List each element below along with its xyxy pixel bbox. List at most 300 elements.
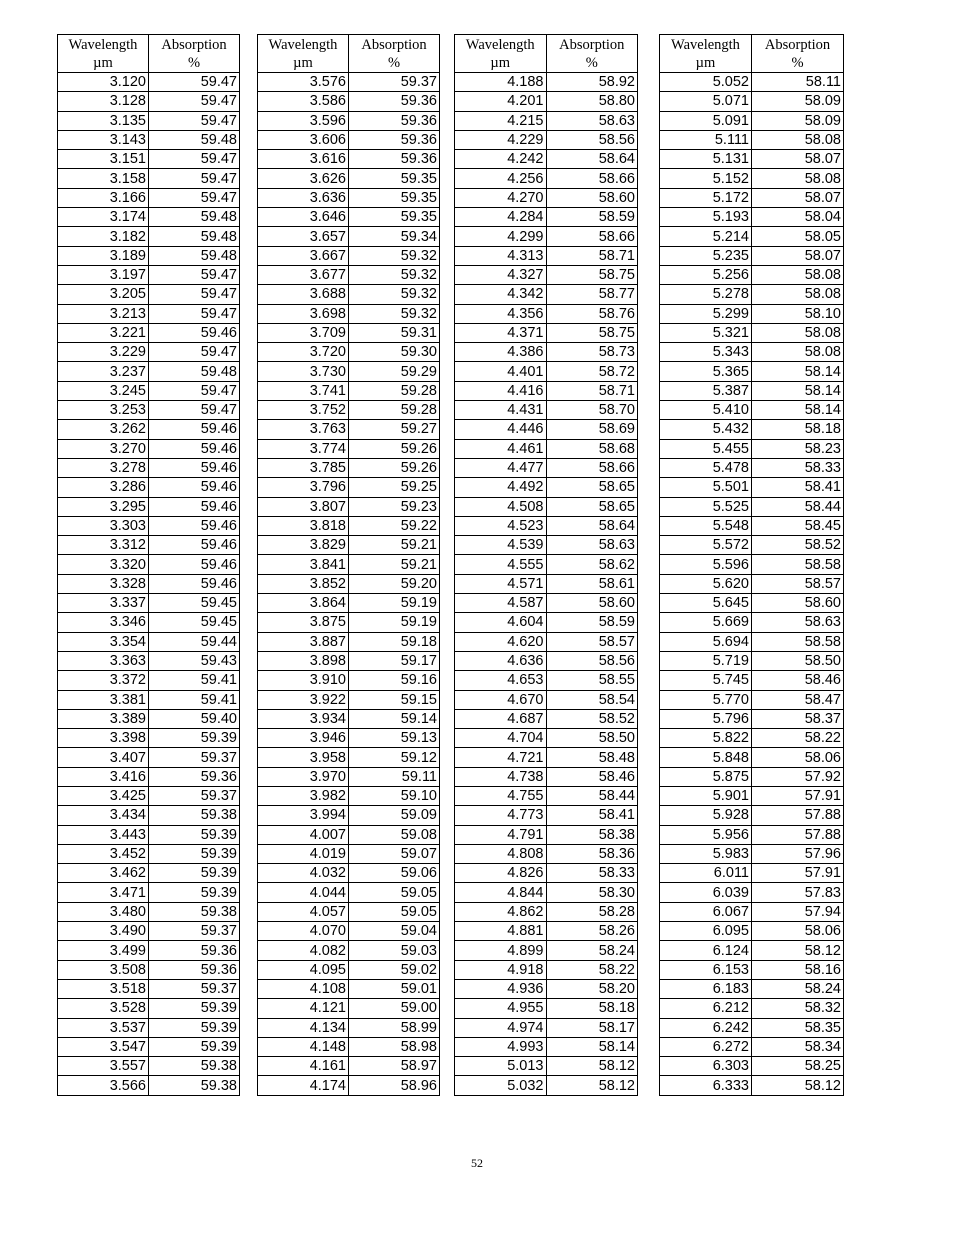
table-row <box>660 208 844 227</box>
table-row <box>258 671 440 690</box>
absorption-cell: 59.01 <box>349 979 440 998</box>
wavelength-cell: 3.586 <box>258 92 349 111</box>
wavelength-cell: 3.490 <box>58 922 149 941</box>
wavelength-cell: 4.386 <box>455 343 547 362</box>
wavelength-cell: 5.432 <box>660 420 752 439</box>
absorption-cell: 59.19 <box>349 613 440 632</box>
table-row <box>258 864 440 883</box>
absorption-cell: 59.36 <box>349 130 440 149</box>
wavelength-cell: 6.303 <box>660 1057 752 1076</box>
absorption-cell: 59.14 <box>349 709 440 728</box>
absorption-cell: 58.56 <box>546 651 638 670</box>
absorption-cell: 58.66 <box>546 169 638 188</box>
table-row <box>455 613 638 632</box>
table-row <box>455 458 638 477</box>
wavelength-cell: 3.864 <box>258 594 349 613</box>
absorption-cell: 58.18 <box>546 999 638 1018</box>
wavelength-cell: 4.862 <box>455 902 547 921</box>
absorption-cell: 58.77 <box>546 285 638 304</box>
wavelength-cell: 3.606 <box>258 130 349 149</box>
wavelength-cell: 3.346 <box>58 613 149 632</box>
table-row <box>455 1037 638 1056</box>
table-row <box>58 671 240 690</box>
table-row <box>258 381 440 400</box>
table-row <box>258 767 440 786</box>
absorption-cell: 59.19 <box>349 594 440 613</box>
table-row <box>58 844 240 863</box>
table-row <box>455 844 638 863</box>
table-row <box>58 922 240 941</box>
absorption-cell: 58.26 <box>546 922 638 941</box>
wavelength-cell: 3.730 <box>258 362 349 381</box>
table-row <box>455 979 638 998</box>
wavelength-cell: 4.636 <box>455 651 547 670</box>
table-row <box>58 1037 240 1056</box>
wavelength-cell: 5.387 <box>660 381 752 400</box>
wavelength-cell: 5.928 <box>660 806 752 825</box>
wavelength-cell: 3.636 <box>258 188 349 207</box>
table-row <box>58 902 240 921</box>
absorption-cell: 59.45 <box>149 613 240 632</box>
absorption-cell: 57.94 <box>752 902 844 921</box>
absorption-cell: 59.37 <box>149 922 240 941</box>
wavelength-cell: 5.052 <box>660 73 752 92</box>
absorption-cell: 58.41 <box>752 478 844 497</box>
absorption-cell: 59.47 <box>149 73 240 92</box>
table-row <box>58 555 240 574</box>
table-row <box>258 786 440 805</box>
absorption-cell: 58.16 <box>752 960 844 979</box>
table-row <box>455 478 638 497</box>
absorption-cell: 58.09 <box>752 92 844 111</box>
wavelength-cell: 5.525 <box>660 497 752 516</box>
table-row <box>58 767 240 786</box>
table-row <box>258 401 440 420</box>
wavelength-cell: 6.242 <box>660 1018 752 1037</box>
wavelength-cell: 4.738 <box>455 767 547 786</box>
absorption-cell: 57.91 <box>752 864 844 883</box>
absorption-cell: 59.39 <box>149 999 240 1018</box>
absorption-cell: 59.46 <box>149 555 240 574</box>
absorption-header-unit: % <box>585 54 598 71</box>
absorption-cell: 59.47 <box>149 304 240 323</box>
table-row <box>258 709 440 728</box>
wavelength-cell: 4.620 <box>455 632 547 651</box>
wavelength-header <box>58 35 149 73</box>
absorption-cell: 59.37 <box>149 979 240 998</box>
absorption-cell: 58.14 <box>752 362 844 381</box>
wavelength-cell: 4.721 <box>455 748 547 767</box>
wavelength-cell: 4.955 <box>455 999 547 1018</box>
absorption-cell: 58.59 <box>546 208 638 227</box>
table-row <box>660 150 844 169</box>
wavelength-cell: 3.677 <box>258 265 349 284</box>
wavelength-cell: 4.446 <box>455 420 547 439</box>
absorption-cell: 59.38 <box>149 1076 240 1095</box>
table-row <box>258 536 440 555</box>
table-row <box>58 401 240 420</box>
absorption-cell: 59.46 <box>149 516 240 535</box>
table-row <box>455 246 638 265</box>
table-row <box>455 536 638 555</box>
absorption-cell: 58.45 <box>752 516 844 535</box>
table-row <box>455 323 638 342</box>
table-row <box>660 825 844 844</box>
wavelength-cell: 5.694 <box>660 632 752 651</box>
table-row <box>258 497 440 516</box>
absorption-cell: 59.47 <box>149 188 240 207</box>
wavelength-cell: 4.704 <box>455 729 547 748</box>
table-row <box>58 729 240 748</box>
table-row <box>660 574 844 593</box>
table-row <box>660 381 844 400</box>
absorption-cell: 58.76 <box>546 304 638 323</box>
table-row <box>660 536 844 555</box>
table-row <box>258 227 440 246</box>
wavelength-cell: 4.148 <box>258 1037 349 1056</box>
table-row <box>58 246 240 265</box>
table-row <box>258 439 440 458</box>
absorption-cell: 58.12 <box>752 1076 844 1095</box>
wavelength-cell: 4.670 <box>455 690 547 709</box>
wavelength-cell: 4.242 <box>455 150 547 169</box>
table-row <box>58 497 240 516</box>
wavelength-cell: 4.508 <box>455 497 547 516</box>
wavelength-header <box>455 35 547 73</box>
absorption-cell: 58.63 <box>752 613 844 632</box>
absorption-cell: 59.07 <box>349 844 440 863</box>
absorption-cell: 58.69 <box>546 420 638 439</box>
wavelength-cell: 4.284 <box>455 208 547 227</box>
absorption-header-label: Absorption <box>361 36 427 53</box>
wavelength-cell: 4.974 <box>455 1018 547 1037</box>
absorption-cell: 59.46 <box>149 323 240 342</box>
table-row <box>660 343 844 362</box>
wavelength-cell: 3.994 <box>258 806 349 825</box>
wavelength-cell: 4.371 <box>455 323 547 342</box>
absorption-cell: 59.38 <box>149 806 240 825</box>
table-row <box>58 516 240 535</box>
wavelength-cell: 3.363 <box>58 651 149 670</box>
wavelength-cell: 4.791 <box>455 825 547 844</box>
wavelength-cell: 5.796 <box>660 709 752 728</box>
absorption-cell: 59.43 <box>149 651 240 670</box>
absorption-header-unit: % <box>791 54 804 71</box>
absorption-cell: 58.38 <box>546 825 638 844</box>
wavelength-cell: 3.278 <box>58 458 149 477</box>
wavelength-cell: 3.763 <box>258 420 349 439</box>
table-row <box>660 960 844 979</box>
wavelength-cell: 4.188 <box>455 73 547 92</box>
wavelength-cell: 3.120 <box>58 73 149 92</box>
wavelength-cell: 3.537 <box>58 1018 149 1037</box>
table-row <box>455 594 638 613</box>
table-row <box>58 285 240 304</box>
absorption-cell: 57.88 <box>752 806 844 825</box>
wavelength-cell: 3.354 <box>58 632 149 651</box>
absorption-cell: 58.73 <box>546 343 638 362</box>
absorption-cell: 59.46 <box>149 536 240 555</box>
absorption-cell: 59.45 <box>149 594 240 613</box>
absorption-cell: 59.39 <box>149 729 240 748</box>
wavelength-cell: 5.214 <box>660 227 752 246</box>
wavelength-cell: 3.135 <box>58 111 149 130</box>
table-row <box>455 150 638 169</box>
absorption-cell: 59.38 <box>149 902 240 921</box>
absorption-cell: 58.08 <box>752 343 844 362</box>
table-row <box>660 729 844 748</box>
absorption-cell: 58.57 <box>752 574 844 593</box>
absorption-cell: 58.65 <box>546 478 638 497</box>
absorption-cell: 58.46 <box>752 671 844 690</box>
wavelength-cell: 4.095 <box>258 960 349 979</box>
wavelength-cell: 5.071 <box>660 92 752 111</box>
table-row <box>258 130 440 149</box>
wavelength-cell: 3.205 <box>58 285 149 304</box>
wavelength-cell: 3.182 <box>58 227 149 246</box>
wavelength-cell: 5.365 <box>660 362 752 381</box>
table-row <box>258 806 440 825</box>
table-row <box>58 941 240 960</box>
wavelength-cell: 4.899 <box>455 941 547 960</box>
absorption-cell: 58.66 <box>546 458 638 477</box>
absorption-cell: 59.31 <box>349 323 440 342</box>
table-row <box>455 574 638 593</box>
absorption-cell: 58.44 <box>752 497 844 516</box>
absorption-cell: 58.68 <box>546 439 638 458</box>
data-table-1 <box>57 34 240 1096</box>
table-row <box>660 497 844 516</box>
table-row <box>660 902 844 921</box>
wavelength-cell: 5.299 <box>660 304 752 323</box>
absorption-cell: 58.62 <box>546 555 638 574</box>
absorption-cell: 59.39 <box>149 844 240 863</box>
table-row <box>455 1076 638 1095</box>
table-row <box>58 709 240 728</box>
absorption-header-unit: % <box>187 54 201 71</box>
absorption-cell: 58.11 <box>752 73 844 92</box>
wavelength-cell: 3.698 <box>258 304 349 323</box>
wavelength-cell: 3.557 <box>58 1057 149 1076</box>
table-row <box>455 381 638 400</box>
absorption-cell: 59.41 <box>149 690 240 709</box>
table-row <box>58 979 240 998</box>
table-row <box>58 227 240 246</box>
absorption-cell: 58.28 <box>546 902 638 921</box>
absorption-cell: 58.64 <box>546 150 638 169</box>
header-row <box>660 35 844 73</box>
wavelength-cell: 4.653 <box>455 671 547 690</box>
table-row <box>660 246 844 265</box>
table-row <box>258 92 440 111</box>
absorption-cell: 58.60 <box>546 594 638 613</box>
table-row <box>660 671 844 690</box>
wavelength-cell: 3.312 <box>58 536 149 555</box>
table-row <box>258 729 440 748</box>
wavelength-cell: 4.313 <box>455 246 547 265</box>
table-row <box>455 825 638 844</box>
absorption-cell: 57.91 <box>752 786 844 805</box>
wavelength-cell: 5.956 <box>660 825 752 844</box>
table-row <box>258 748 440 767</box>
wavelength-cell: 3.841 <box>258 555 349 574</box>
absorption-cell: 59.29 <box>349 362 440 381</box>
absorption-cell: 59.47 <box>149 381 240 400</box>
absorption-cell: 59.32 <box>349 246 440 265</box>
wavelength-cell: 3.443 <box>58 825 149 844</box>
absorption-cell: 58.47 <box>752 690 844 709</box>
table-row <box>258 285 440 304</box>
table-row <box>660 844 844 863</box>
absorption-cell: 58.71 <box>546 246 638 265</box>
table-row <box>660 478 844 497</box>
table-row <box>258 73 440 92</box>
absorption-cell: 59.15 <box>349 690 440 709</box>
absorption-cell: 58.59 <box>546 613 638 632</box>
table-row <box>258 323 440 342</box>
absorption-cell: 59.28 <box>349 381 440 400</box>
table-row <box>455 169 638 188</box>
table-row <box>58 420 240 439</box>
absorption-cell: 58.80 <box>546 92 638 111</box>
wavelength-cell: 3.528 <box>58 999 149 1018</box>
wavelength-cell: 3.197 <box>58 265 149 284</box>
wavelength-cell: 6.124 <box>660 941 752 960</box>
absorption-cell: 58.99 <box>349 1018 440 1037</box>
wavelength-cell: 5.822 <box>660 729 752 748</box>
absorption-cell: 58.04 <box>752 208 844 227</box>
table-row <box>258 613 440 632</box>
wavelength-cell: 3.328 <box>58 574 149 593</box>
absorption-header-unit: % <box>387 54 401 71</box>
table-row <box>660 265 844 284</box>
table-row <box>58 150 240 169</box>
absorption-cell: 59.21 <box>349 555 440 574</box>
wavelength-cell: 5.235 <box>660 246 752 265</box>
absorption-cell: 59.00 <box>349 999 440 1018</box>
wavelength-cell: 3.796 <box>258 478 349 497</box>
absorption-cell: 59.10 <box>349 786 440 805</box>
absorption-cell: 59.48 <box>149 130 240 149</box>
absorption-cell: 58.14 <box>752 401 844 420</box>
absorption-cell: 59.47 <box>149 343 240 362</box>
table-row <box>258 111 440 130</box>
absorption-cell: 59.18 <box>349 632 440 651</box>
absorption-cell: 59.05 <box>349 883 440 902</box>
absorption-cell: 58.22 <box>546 960 638 979</box>
wavelength-header-unit: µm <box>293 54 313 71</box>
table-row <box>660 130 844 149</box>
wavelength-cell: 4.539 <box>455 536 547 555</box>
absorption-cell: 58.14 <box>546 1037 638 1056</box>
wavelength-cell: 4.936 <box>455 979 547 998</box>
absorption-cell: 59.32 <box>349 285 440 304</box>
table-row <box>258 246 440 265</box>
wavelength-cell: 3.270 <box>58 439 149 458</box>
wavelength-cell: 4.401 <box>455 362 547 381</box>
wavelength-header <box>660 35 752 73</box>
absorption-cell: 59.36 <box>349 150 440 169</box>
absorption-cell: 58.08 <box>752 323 844 342</box>
wavelength-cell: 3.221 <box>58 323 149 342</box>
table-row <box>258 1076 440 1095</box>
table-row <box>258 922 440 941</box>
absorption-cell: 58.63 <box>546 111 638 130</box>
wavelength-cell: 3.958 <box>258 748 349 767</box>
wavelength-cell: 4.342 <box>455 285 547 304</box>
table-row <box>58 381 240 400</box>
table-row <box>660 632 844 651</box>
table-row <box>455 941 638 960</box>
wavelength-header-label: Wavelength <box>671 36 740 53</box>
table-row <box>455 786 638 805</box>
wavelength-cell: 3.709 <box>258 323 349 342</box>
wavelength-cell: 6.272 <box>660 1037 752 1056</box>
wavelength-cell: 6.183 <box>660 979 752 998</box>
wavelength-cell: 3.462 <box>58 864 149 883</box>
table-row <box>455 516 638 535</box>
table-row <box>258 960 440 979</box>
table-row <box>660 748 844 767</box>
absorption-cell: 58.60 <box>752 594 844 613</box>
table-row <box>455 285 638 304</box>
wavelength-cell: 4.755 <box>455 786 547 805</box>
absorption-cell: 58.64 <box>546 516 638 535</box>
table-row <box>660 1018 844 1037</box>
wavelength-cell: 5.770 <box>660 690 752 709</box>
wavelength-cell: 3.982 <box>258 786 349 805</box>
wavelength-cell: 6.212 <box>660 999 752 1018</box>
wavelength-cell: 3.898 <box>258 651 349 670</box>
table-row <box>660 651 844 670</box>
absorption-cell: 59.47 <box>149 150 240 169</box>
absorption-cell: 58.08 <box>752 285 844 304</box>
wavelength-cell: 5.111 <box>660 130 752 149</box>
wavelength-cell: 5.032 <box>455 1076 547 1095</box>
table-row <box>455 767 638 786</box>
absorption-cell: 58.33 <box>752 458 844 477</box>
table-row <box>258 150 440 169</box>
wavelength-header-label: Wavelength <box>68 36 138 53</box>
wavelength-cell: 4.007 <box>258 825 349 844</box>
wavelength-cell: 4.174 <box>258 1076 349 1095</box>
table-row <box>58 690 240 709</box>
wavelength-cell: 4.356 <box>455 304 547 323</box>
table-row <box>58 111 240 130</box>
wavelength-cell: 4.492 <box>455 478 547 497</box>
wavelength-cell: 5.321 <box>660 323 752 342</box>
wavelength-cell: 4.993 <box>455 1037 547 1056</box>
absorption-cell: 59.25 <box>349 478 440 497</box>
wavelength-cell: 4.019 <box>258 844 349 863</box>
wavelength-cell: 6.333 <box>660 1076 752 1095</box>
table-row <box>58 632 240 651</box>
table-row <box>258 574 440 593</box>
absorption-cell: 57.96 <box>752 844 844 863</box>
absorption-cell: 58.98 <box>349 1037 440 1056</box>
data-table-3 <box>454 34 638 1096</box>
wavelength-cell: 3.922 <box>258 690 349 709</box>
table-row <box>258 188 440 207</box>
absorption-cell: 59.08 <box>349 825 440 844</box>
table-row <box>660 613 844 632</box>
table-row <box>660 594 844 613</box>
wavelength-cell: 3.818 <box>258 516 349 535</box>
table-row <box>58 536 240 555</box>
absorption-header <box>546 35 638 73</box>
table-row <box>660 767 844 786</box>
table-row <box>258 902 440 921</box>
